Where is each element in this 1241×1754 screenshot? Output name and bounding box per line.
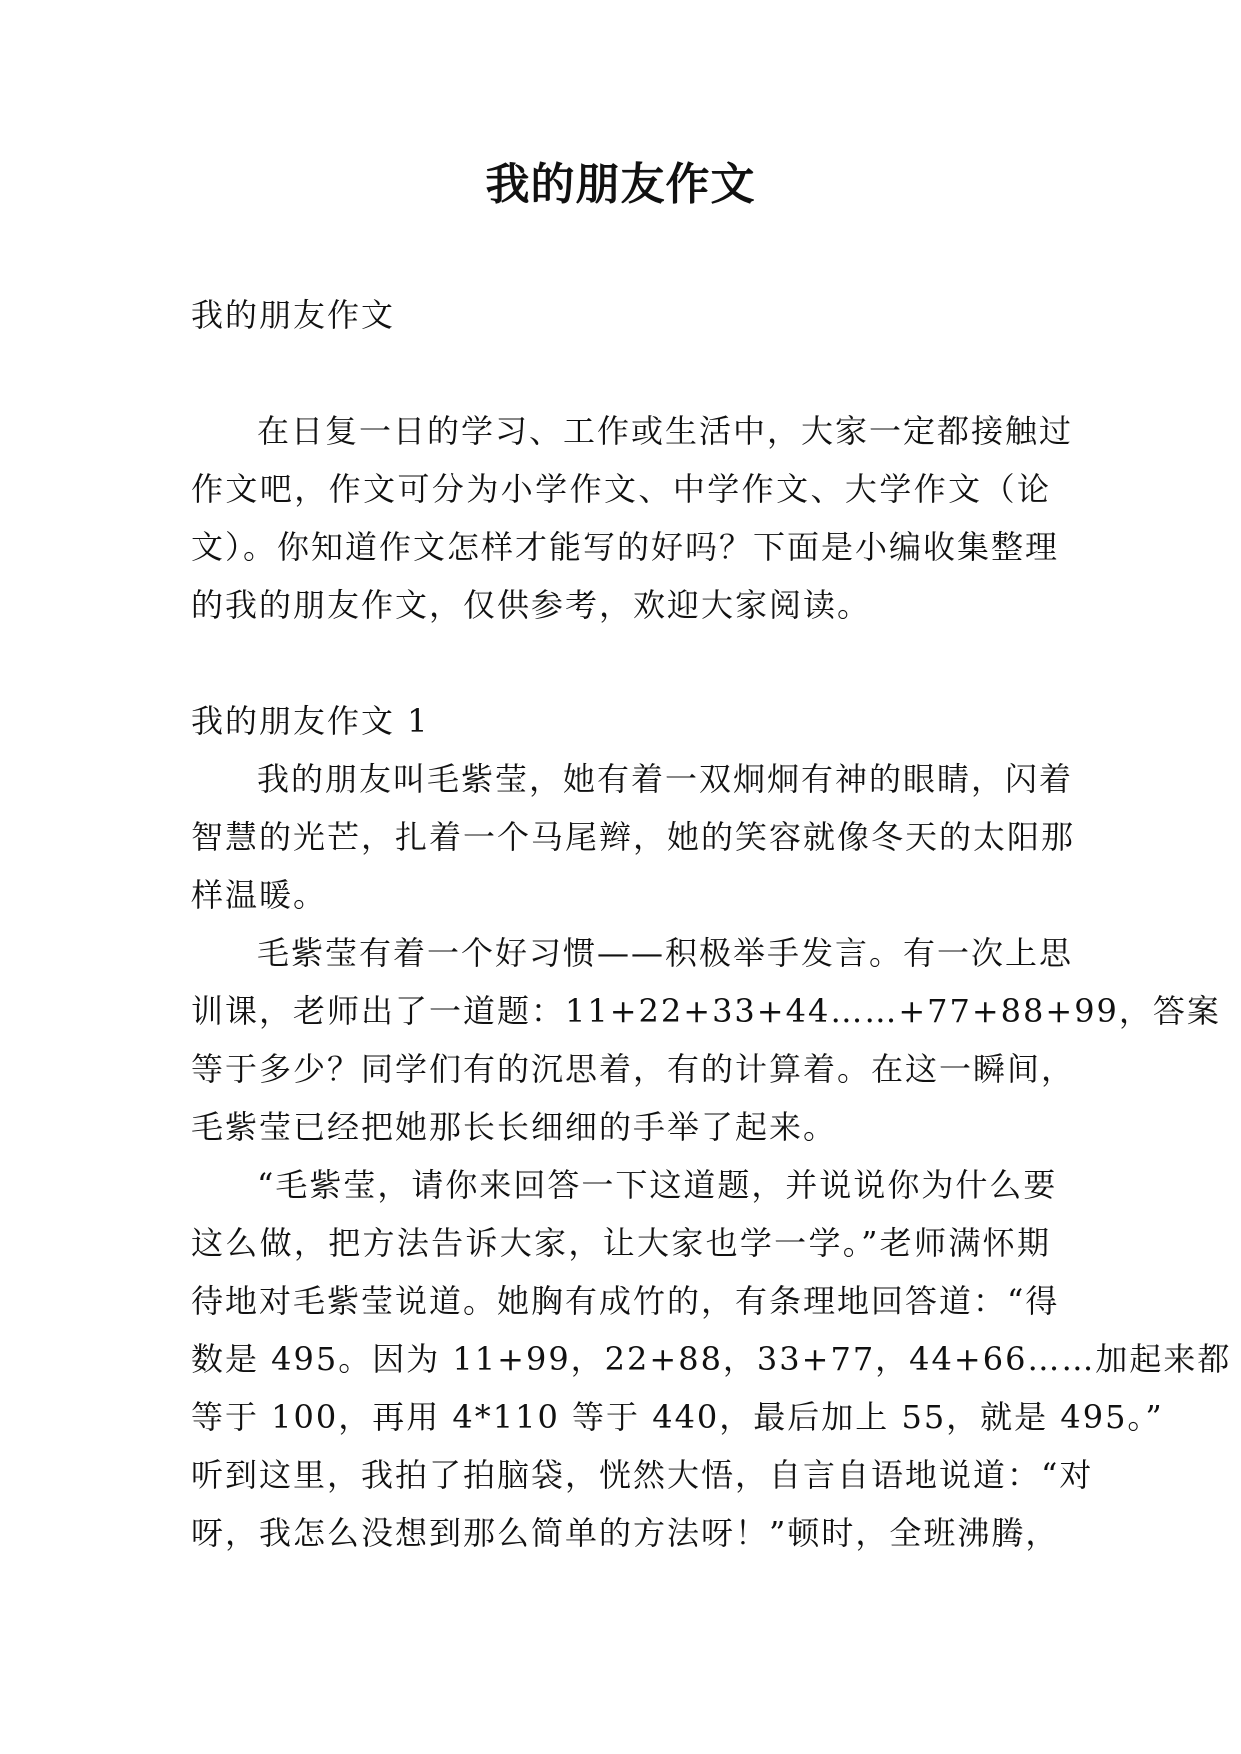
intro-line: 作文吧，作文可分为小学作文、中学作文、大学作文（论 xyxy=(191,470,1051,508)
paragraph-line: 毛紫莹有着一个好习惯——积极举手发言。有一次上思 xyxy=(257,934,1074,972)
intro-line: 的我的朋友作文，仅供参考，欢迎大家阅读。 xyxy=(191,586,872,624)
paragraph-line: 毛紫莹已经把她那长长细细的手举了起来。 xyxy=(191,1108,838,1146)
document-body xyxy=(191,286,1232,1562)
paragraph-line: 等于 100，再用 4*110 等于 440，最后加上 55，就是 495。” xyxy=(191,1398,1164,1436)
intro-line: 在日复一日的学习、工作或生活中，大家一定都接触过 xyxy=(257,412,1074,450)
spacer xyxy=(191,634,1051,692)
paragraph-1 xyxy=(191,750,1076,924)
paragraph-line: 样温暖。 xyxy=(191,876,328,914)
document-title: 我的朋友作文 xyxy=(485,159,756,210)
subtitle: 我的朋友作文 xyxy=(191,296,396,334)
paragraph-line: 等于多少？同学们有的沉思着，有的计算着。在这一瞬间， xyxy=(191,1050,1076,1088)
section-heading: 我的朋友作文 1 xyxy=(191,702,430,740)
spacer xyxy=(191,344,1051,402)
paragraph-line: 训课，老师出了一道题：11+22+33+44……+77+88+99，答案 xyxy=(191,992,1221,1030)
paragraph-3 xyxy=(191,1156,1232,1562)
paragraph-line: 我的朋友叫毛紫莹，她有着一双炯炯有神的眼睛，闪着 xyxy=(257,760,1074,798)
intro-line: 文）。你知道作文怎样才能写的好吗？下面是小编收集整理 xyxy=(191,528,1060,566)
paragraph-line: 这么做，把方法告诉大家，让大家也学一学。”老师满怀期 xyxy=(191,1224,1051,1262)
paragraph-line: “毛紫莹，请你来回答一下这道题，并说说你为什么要 xyxy=(257,1166,1058,1204)
paragraph-line: 听到这里，我拍了拍脑袋，恍然大悟，自言自语地说道：“对 xyxy=(191,1456,1094,1494)
paragraph-line: 呀，我怎么没想到那么简单的方法呀！”顿时，全班沸腾， xyxy=(191,1514,1060,1552)
paragraph-2 xyxy=(191,924,1221,1156)
paragraph-line: 数是 495。因为 11+99，22+88，33+77，44+66……加起来都 xyxy=(191,1340,1232,1378)
paragraph-line: 智慧的光芒，扎着一个马尾辫，她的笑容就像冬天的太阳那 xyxy=(191,818,1076,856)
intro-paragraph xyxy=(191,402,1074,634)
paragraph-line: 待地对毛紫莹说道。她胸有成竹的，有条理地回答道：“得 xyxy=(191,1282,1060,1320)
